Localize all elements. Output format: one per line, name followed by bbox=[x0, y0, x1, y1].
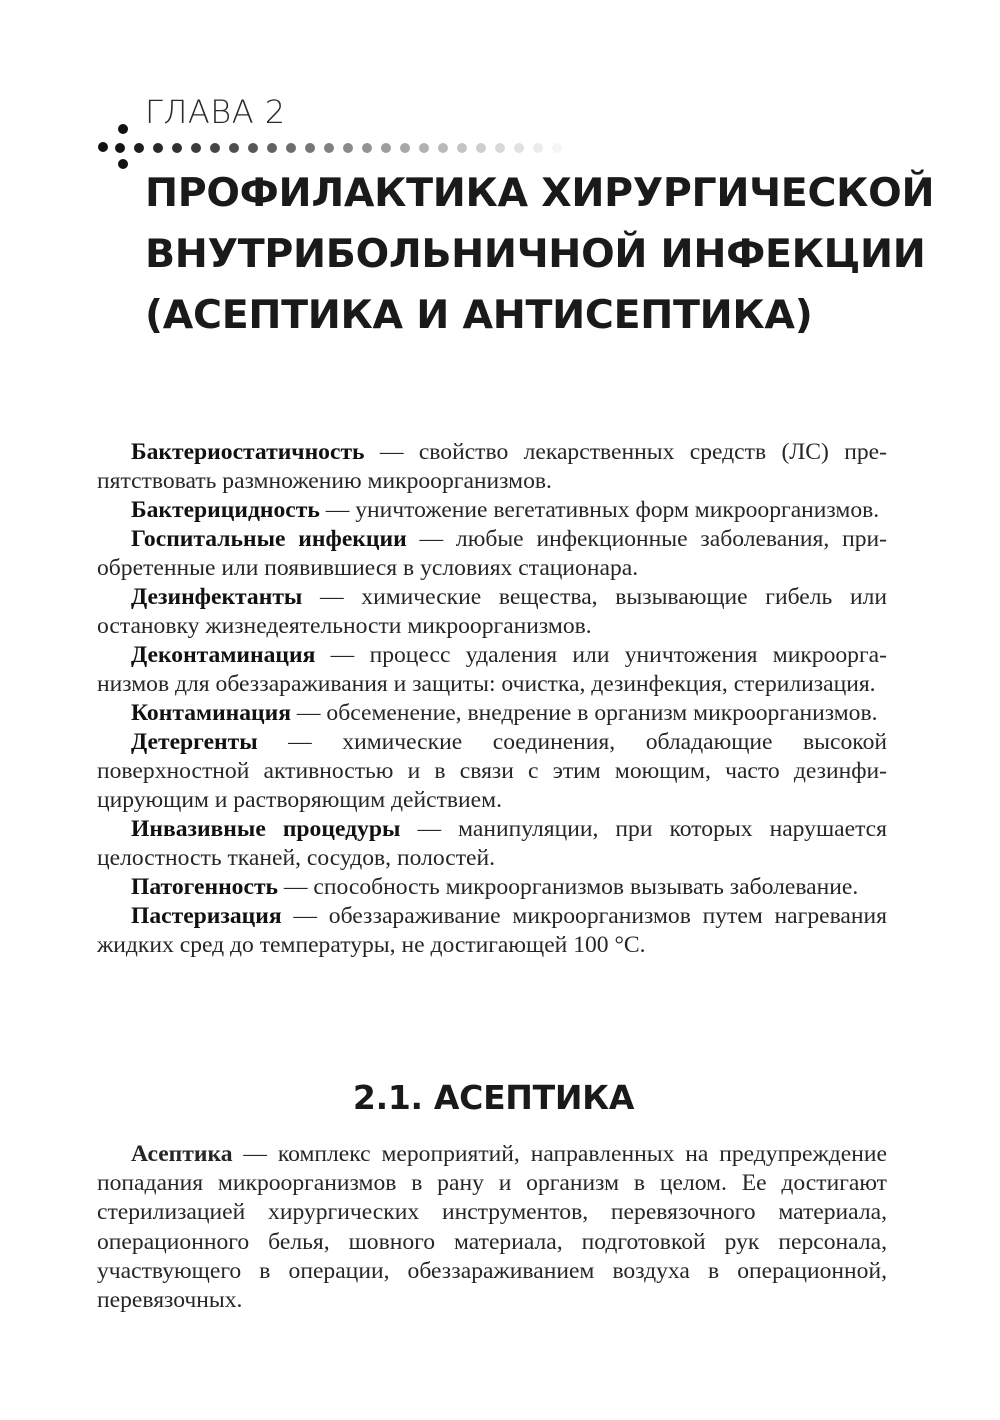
decor-dot bbox=[533, 143, 543, 153]
decor-dot bbox=[343, 143, 353, 153]
decor-dot-row bbox=[97, 140, 567, 156]
decor-dot bbox=[115, 143, 125, 153]
section-paragraph bbox=[97, 1140, 887, 1315]
section-term: Асептика bbox=[131, 1141, 233, 1167]
definition-term: Дезинфектанты bbox=[131, 584, 303, 610]
definition-term: Контаминация bbox=[131, 700, 292, 726]
decor-dot bbox=[362, 143, 372, 153]
definition-paragraph bbox=[97, 438, 887, 496]
definition-text: — уничтожение вегетативных форм микроорганизмов. bbox=[319, 497, 880, 523]
definition-text: — любые инфекционные заболевания, приобретенные или появившиеся в условиях стационара. bbox=[97, 526, 887, 581]
definition-term: Патогенность bbox=[131, 874, 279, 900]
decor-dot-top bbox=[118, 124, 128, 134]
definition-paragraph bbox=[97, 902, 887, 960]
decor-dot bbox=[419, 143, 429, 153]
definition-term: Бактерицидность bbox=[131, 497, 320, 523]
section-paragraph-text: — комплекс мероприятий, направленных на предупреждение попадания микроорганизмов в рану и организм в целом. Ее достигают стерилизацией хирургических инструментов, перевязочного материала, операционного белья, шовного материала, подготовкой рук персонала, участвующего в операции, обеззараживанием воздуха в операционной, перевязочных. bbox=[97, 1141, 887, 1314]
definition-paragraph bbox=[97, 873, 887, 902]
definition-paragraph bbox=[97, 641, 887, 699]
decor-dot bbox=[248, 143, 258, 153]
chapter-label: ГЛАВА 2 bbox=[145, 93, 286, 131]
decor-dot bbox=[495, 143, 505, 153]
definition-term: Инвазивные процедуры bbox=[131, 816, 401, 842]
chapter-title-line: ВНУТРИБОЛЬНИЧНОЙ ИНФЕКЦИИ bbox=[145, 231, 926, 277]
definition-term: Бактериостатичность bbox=[131, 439, 365, 465]
definition-term: Детергенты bbox=[131, 729, 258, 755]
decor-dot bbox=[476, 143, 486, 153]
definition-paragraph bbox=[97, 699, 887, 728]
definition-term: Пастеризация bbox=[131, 903, 282, 929]
definition-text: — манипуляции, при которых нарушается целостность тканей, сосудов, полостей. bbox=[97, 816, 887, 871]
definition-paragraph bbox=[97, 496, 887, 525]
definitions-list bbox=[97, 438, 887, 960]
decor-dot bbox=[438, 143, 448, 153]
decor-dot bbox=[324, 143, 334, 153]
decor-dot bbox=[305, 143, 315, 153]
definition-paragraph bbox=[97, 728, 887, 815]
decor-dot bbox=[172, 143, 182, 153]
decor-dot bbox=[400, 143, 410, 153]
definition-term: Госпитальные инфекции bbox=[131, 526, 407, 552]
definition-text: — химические вещества, вызывающие гибель или остановку жизнедеятельности микроорганизмов. bbox=[97, 584, 887, 639]
decor-dot bbox=[210, 143, 220, 153]
decor-dot bbox=[286, 143, 296, 153]
definition-text: — процесс удаления или уничтожения микроорганизмов для обеззараживания и защиты: очистка, дезинфекция, стерилизация. bbox=[97, 642, 887, 697]
definition-paragraph bbox=[97, 583, 887, 641]
decor-dot bbox=[229, 143, 239, 153]
decor-dot-bottom bbox=[118, 159, 128, 169]
decor-dot bbox=[381, 143, 391, 153]
definition-term: Деконтаминация bbox=[131, 642, 316, 668]
decor-dot bbox=[153, 143, 163, 153]
definition-paragraph bbox=[97, 525, 887, 583]
section-title: 2.1. АСЕПТИКА bbox=[352, 1078, 635, 1117]
decor-dot bbox=[457, 143, 467, 153]
decor-dot bbox=[267, 143, 277, 153]
chapter-title-line: (АСЕПТИКА И АНТИСЕПТИКА) bbox=[145, 292, 813, 338]
section-body bbox=[97, 1140, 887, 1315]
definition-paragraph bbox=[97, 815, 887, 873]
chapter-title bbox=[145, 163, 945, 346]
chapter-title-line: ПРОФИЛАКТИКА ХИРУРГИЧЕСКОЙ bbox=[145, 170, 935, 216]
decor-dot bbox=[552, 143, 562, 153]
decor-dot bbox=[191, 143, 201, 153]
definition-text: — обеззараживание микроорганизмов путем нагревания жидких сред до температуры, не достигающей 100 °С. bbox=[97, 903, 887, 958]
definition-text: — обсеменение, внедрение в организм микроорганизмов. bbox=[291, 700, 878, 726]
definition-text: — свойство лекарственных средств (ЛС) препятствовать размножению микроорганизмов. bbox=[97, 439, 887, 494]
decor-dot bbox=[514, 143, 524, 153]
definition-text: — способность микроорганизмов вызывать заболевание. bbox=[278, 874, 859, 900]
decor-dot bbox=[134, 143, 144, 153]
definition-text: — химические соединения, обладающие высокой поверхностной активностью и в связи с этим моющим, часто дезинфицирующим и растворяющим действием. bbox=[97, 729, 887, 813]
